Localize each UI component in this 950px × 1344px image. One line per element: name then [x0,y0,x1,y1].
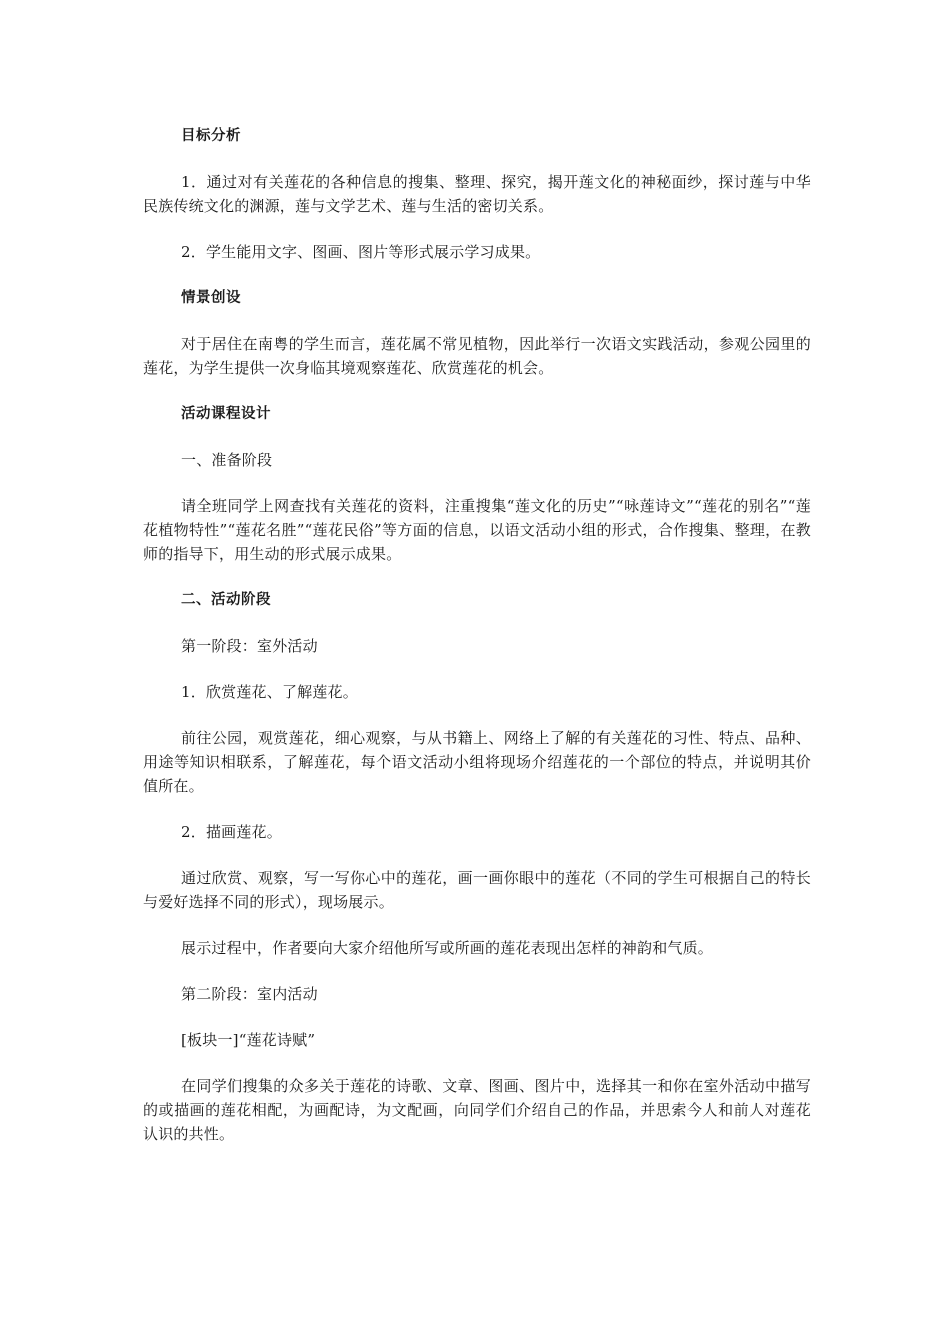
document-body [143,124,811,1168]
paragraph: 1．欣赏莲花、了解莲花。 [181,683,358,701]
paragraph: 前往公园，观赏莲花，细心观察，与从书籍上、网络上了解的有关莲花的习性、特点、品种、用途等知识相联系，了解莲花，每个语文活动小组将现场介绍莲花的一个部位的特点，并说明其价值所在。 [143,729,811,795]
paragraph: 1．通过对有关莲花的各种信息的搜集、整理、探究，揭开莲文化的神秘面纱，探讨莲与中华民族传统文化的渊源，莲与文学艺术、莲与生活的密切关系。 [143,173,811,215]
paragraph: 第二阶段：室内活动 [181,985,318,1003]
paragraph: 通过欣赏、观察，写一写你心中的莲花，画一画你眼中的莲花（不同的学生可根据自己的特长与爱好选择不同的形式），现场展示。 [143,869,811,911]
section-heading: 二、活动阶段 [181,592,271,608]
paragraph: 一、准备阶段 [181,451,273,469]
section-heading: 情景创设 [181,290,241,306]
paragraph: 展示过程中，作者要向大家介绍他所写或所画的莲花表现出怎样的神韵和气质。 [181,939,714,957]
section-heading: 活动课程设计 [181,406,271,422]
paragraph: 对于居住在南粤的学生而言，莲花属不常见植物，因此举行一次语文实践活动，参观公园里的莲花，为学生提供一次身临其境观察莲花、欣赏莲花的机会。 [143,335,811,377]
paragraph: 请全班同学上网查找有关莲花的资料，注重搜集“莲文化的历史”“咏莲诗文”“莲花的别名”“莲花植物特性”“莲花名胜”“莲花民俗”等方面的信息，以语文活动小组的形式，合作搜集、整理，在教师的指导下，用生动的形式展示成果。 [143,497,811,563]
paragraph: 2．学生能用文字、图画、图片等形式展示学习成果。 [181,243,541,261]
paragraph: 2．描画莲花。 [181,823,282,841]
paragraph: 在同学们搜集的众多关于莲花的诗歌、文章、图画、图片中，选择其一和你在室外活动中描写的或描画的莲花相配，为画配诗，为文配画，向同学们介绍自己的作品，并思索今人和前人对莲花认识的共性。 [143,1077,811,1143]
paragraph: [板块一]“莲花诗赋” [181,1031,316,1049]
paragraph: 第一阶段：室外活动 [181,637,318,655]
section-heading: 目标分析 [181,128,241,144]
